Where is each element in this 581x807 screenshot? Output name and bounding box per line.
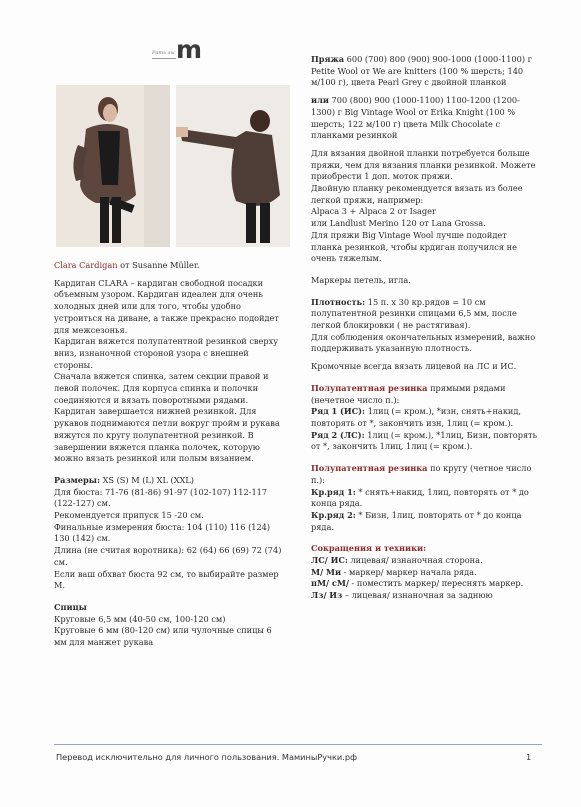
row-label: Ряд 1 (ИС):: [311, 406, 366, 417]
row-text: * снять+накид, 1лиц, повторять от * до конца ряда.: [311, 486, 529, 509]
yarn-label: Пряжа: [311, 54, 345, 64]
abbreviation-value: – лицевая/ изнаночная за заднюю: [342, 590, 493, 601]
footer-text: Перевод исключительно для личного пользования. МаминыРучки.рф: [56, 752, 358, 762]
abbreviation-item: [311, 567, 539, 579]
sizes-line: Финальные измерения бюста: 104 (110) 116 (124) 130 (142) см.: [54, 521, 271, 544]
gauge-paragraph: [311, 297, 539, 332]
footer-divider: [54, 744, 542, 745]
pattern-title: [54, 260, 286, 272]
abbreviation-key: пМ/ сМ/: [311, 578, 349, 589]
left-column: [54, 260, 286, 649]
rib-flat-row-2: [311, 430, 539, 453]
yarn-note: Для вязания двойной планки потребуется больше пряжи, чем для вязания планки резинкой. Можете приобрести 1 доп. моток пряжи.: [311, 147, 536, 182]
rib-flat-subtitle: прямыми рядами (нечетное число п.):: [311, 382, 506, 405]
row-text: * Бизн, 1лиц, повторять от * до конца ряда.: [311, 509, 522, 532]
rib-round-heading: [311, 463, 539, 486]
intro-paragraph: Кардиган CLARA – кардиган свободной посадки объемным узором. Кардиган идеален для очень холодных дней или для того, чтобы удобно устроиться на диване, а также прекрасно подойдет для межсезонья.: [54, 277, 279, 335]
yarn-alt-label: или: [311, 95, 329, 106]
logo-rule: [152, 58, 176, 59]
abbreviation-item: [311, 578, 539, 590]
abbreviation-key: Лз/ Из: [311, 590, 343, 601]
gauge-note: Для соблюдения окончательных измерений, важно поддерживать указанную плотность.: [311, 331, 536, 354]
sizes-line: Длина (не считая воротника): 62 (64) 66 (69) 72 (74) см.: [54, 545, 282, 567]
markers-line: Маркеры петель, игла.: [311, 274, 411, 285]
logo-letter: m: [176, 35, 202, 64]
yarn-option-1: [311, 54, 539, 89]
sizes-line: Для бюста: 71-76 (81-86) 91-97 (102-107) 112-117 (122-127) см.: [54, 486, 268, 509]
abbreviation-item: [311, 555, 539, 567]
yarn-note: Alpaca 3 + Alpaca 2 от Isager: [311, 206, 436, 217]
yarn-alt-text: 700 (800) 900 (1000-1100) 1100-1200 (1200-1300) г Big Vintage Wool от Erika Knight (100 % шерсть; 122 м/100 г) цвета Milk Chocolate с планками резинкой: [311, 95, 520, 141]
rib-flat-heading: [311, 383, 539, 406]
intro-paragraph: Кардиган вяжется полупатентной резинкой сверху вниз, изнаночной стороной узора с внешней стороны.: [54, 336, 279, 370]
yarn-note: Двойную планку рекомендуется вязать из более легкой пряжи, например:: [311, 183, 523, 205]
row-text: 1лиц (= кром.), *изн, снять+накид, повторять от *, закончить изн, 1лиц (= кром.).: [311, 406, 522, 428]
needles-line: Круговые 6 мм (80-120 см) или чулочные спицы 6 мм для манжет рукава: [54, 625, 272, 648]
sizes-value: XS (S) M (L) XL (XXL): [99, 474, 194, 485]
gauge-label: Плотность:: [311, 296, 366, 307]
row-text: 1лиц (= кром.), *1лиц, Бизн, повторять от *, закончить 1лиц, 1лиц (= кром.).: [311, 429, 538, 452]
publisher-logo: [152, 37, 212, 63]
abbreviations-heading: Сокращения и техники:: [311, 543, 427, 554]
pattern-name: Clara Cardigan: [54, 260, 118, 270]
logo-script-text: Рать лы: [152, 50, 175, 56]
yarn-note: Для пряжи Big Vintage Wool лучше подойдет планка резинкой, чтобы крдиган получился не очень тяжелым.: [311, 229, 517, 264]
yarn-note: или Landlust Merino 120 от Lana Grossa.: [311, 218, 486, 229]
rib-round-row-2: [311, 510, 539, 533]
abbreviation-key: ЛС/ ИС:: [311, 555, 348, 566]
edge-note: Кромочные всегда вязать лицевой на ЛС и ИС.: [311, 361, 517, 372]
abbreviation-value: - маркер/ маркер начала ряда.: [341, 566, 477, 577]
sizes-heading: [54, 475, 286, 487]
rib-flat-row-1: [311, 406, 539, 429]
sizes-label: Размеры:: [54, 474, 100, 485]
abbreviation-value: лицевая/ изнаночная сторона.: [347, 555, 483, 566]
needles-heading: Спицы: [54, 601, 87, 612]
abbreviation-key: М/ Ми: [311, 566, 342, 577]
rib-round-subtitle: по кругу (четное число п.):: [311, 463, 532, 485]
rib-round-row-1: [311, 487, 539, 510]
row-label: Кр.ряд 1:: [311, 486, 356, 497]
photo-model-back: [176, 85, 290, 247]
yarn-option-2: [311, 95, 539, 142]
row-label: Ряд 2 (ЛС):: [311, 429, 365, 440]
pattern-author: от Susanne Müller.: [117, 260, 200, 270]
sizes-line: Рекомендуется припуск 15 -20 см.: [54, 510, 204, 521]
abbreviation-item: [311, 590, 539, 602]
right-column: [311, 54, 539, 602]
rib-flat-title: Полупатентная резинка: [311, 382, 428, 393]
needles-line: Круговые 6,5 мм (40-50 см, 100-120 см): [54, 613, 226, 624]
abbreviation-value: - поместить маркер/ переснять маркер.: [348, 578, 524, 589]
page-number: 1: [526, 752, 532, 762]
row-label: Кр.ряд 2:: [311, 509, 356, 520]
intro-paragraph: Сначала вяжется спинка, затем секции правой и левой полочек. Для корпуса спинка и полочки соединяются и вязать поворотными рядами. Кардиган завершается нижней резинкой. Для рукавов поднимаются петли вокруг пройм и рукава вяжутся по кругу полупатентной резинкой. В завершении вяжется планка полочек, которую можно вязать резинкой или полым вязанием.: [54, 371, 280, 464]
rib-round-title: Полупатентная резинка: [311, 463, 428, 474]
yarn-text: 600 (700) 800 (900) 900-1000 (1000-1100) г Petite Wool от We are knitters (100 % шерсть; 140 м/100 г), цвета Pearl Grey с двойной планкой: [311, 54, 532, 88]
photo-model-front: [56, 85, 170, 247]
sizes-line: Если ваш обхват бюста 92 см, то выбирайте размер М.: [54, 568, 279, 591]
gauge-text: 15 п. х 30 кр.рядов = 10 см полупатентной резинки спицами 6,5 мм, после легкой блокировки ( не растягивая).: [311, 296, 517, 331]
